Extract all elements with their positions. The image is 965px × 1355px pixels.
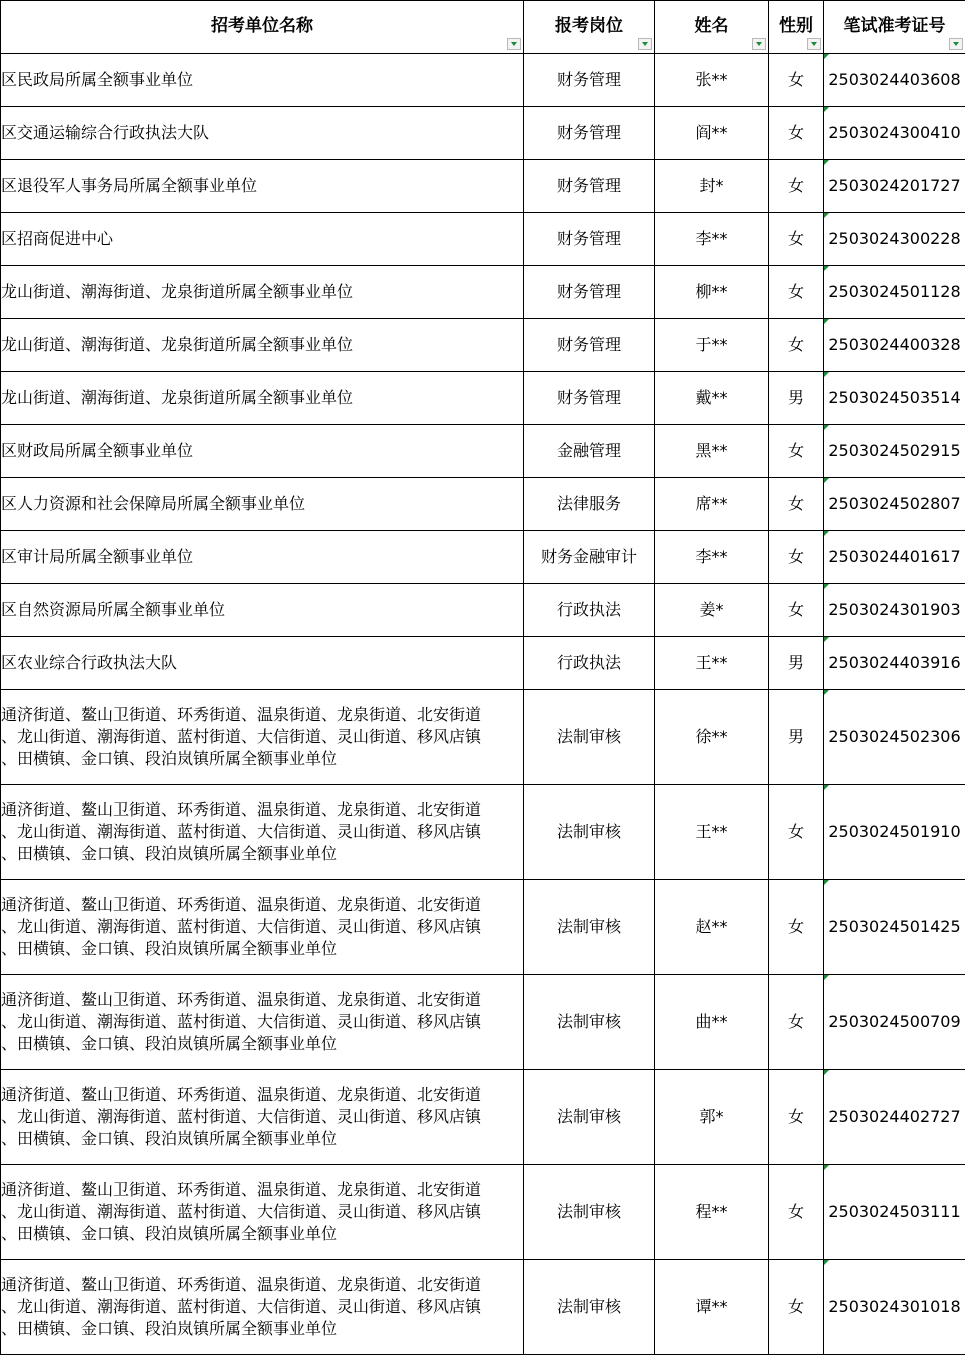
cell-post[interactable]: 法制审核 bbox=[524, 975, 655, 1070]
cell-gender[interactable]: 女 bbox=[769, 107, 824, 160]
cell-name[interactable]: 张** bbox=[655, 54, 769, 107]
table-row bbox=[1, 107, 965, 160]
cell-unit[interactable] bbox=[1, 1260, 524, 1355]
cell-name[interactable]: 黑** bbox=[655, 425, 769, 478]
header-unit bbox=[1, 1, 524, 54]
cell-unit[interactable]: 区财政局所属全额事业单位 bbox=[1, 425, 524, 478]
header-post bbox=[524, 1, 655, 54]
cell-post[interactable]: 财务管理 bbox=[524, 54, 655, 107]
cell-unit-line: 通济街道、鳌山卫街道、环秀街道、温泉街道、龙泉街道、北安街道 bbox=[1, 800, 482, 819]
cell-post[interactable]: 财务管理 bbox=[524, 107, 655, 160]
cell-unit-line: 通济街道、鳌山卫街道、环秀街道、温泉街道、龙泉街道、北安街道 bbox=[1, 1275, 482, 1294]
cell-unit-line: 、龙山街道、潮海街道、蓝村街道、大信街道、灵山街道、移风店镇 bbox=[1, 822, 482, 841]
cell-unit[interactable]: 区退役军人事务局所属全额事业单位 bbox=[1, 160, 524, 213]
cell-unit[interactable] bbox=[1, 690, 524, 785]
cell-unit-line: 、田横镇、金口镇、段泊岚镇所属全额事业单位 bbox=[1, 1034, 338, 1053]
cell-unit-line: 、田横镇、金口镇、段泊岚镇所属全额事业单位 bbox=[1, 844, 338, 863]
cell-unit-line: 、田横镇、金口镇、段泊岚镇所属全额事业单位 bbox=[1, 1224, 338, 1243]
cell-gender[interactable]: 男 bbox=[769, 372, 824, 425]
cell-unit-line: 通济街道、鳌山卫街道、环秀街道、温泉街道、龙泉街道、北安街道 bbox=[1, 1180, 482, 1199]
cell-unit[interactable]: 区农业综合行政执法大队 bbox=[1, 637, 524, 690]
cell-name[interactable]: 徐** bbox=[655, 690, 769, 785]
cell-ticket[interactable]: 2503024501128 bbox=[824, 266, 965, 319]
cell-post[interactable]: 法制审核 bbox=[524, 690, 655, 785]
cell-ticket[interactable]: 2503024403608 bbox=[824, 54, 965, 107]
cell-ticket[interactable]: 2503024501910 bbox=[824, 785, 965, 880]
cell-gender[interactable]: 女 bbox=[769, 975, 824, 1070]
cell-unit[interactable] bbox=[1, 1165, 524, 1260]
table-row bbox=[1, 690, 965, 785]
cell-gender[interactable]: 女 bbox=[769, 1165, 824, 1260]
cell-unit-line: 通济街道、鳌山卫街道、环秀街道、温泉街道、龙泉街道、北安街道 bbox=[1, 1085, 482, 1104]
header-unit-label: 招考单位名称 bbox=[211, 16, 313, 36]
filter-dropdown-icon[interactable] bbox=[807, 38, 821, 50]
cell-unit[interactable] bbox=[1, 975, 524, 1070]
cell-name[interactable]: 李** bbox=[655, 213, 769, 266]
cell-unit-line: 、田横镇、金口镇、段泊岚镇所属全额事业单位 bbox=[1, 1129, 338, 1148]
cell-name[interactable]: 王** bbox=[655, 785, 769, 880]
cell-post[interactable]: 财务管理 bbox=[524, 213, 655, 266]
cell-gender[interactable]: 女 bbox=[769, 584, 824, 637]
cell-unit[interactable]: 龙山街道、潮海街道、龙泉街道所属全额事业单位 bbox=[1, 372, 524, 425]
table-row bbox=[1, 213, 965, 266]
table-row bbox=[1, 54, 965, 107]
cell-post[interactable]: 法制审核 bbox=[524, 880, 655, 975]
header-ticket-label: 笔试准考证号 bbox=[843, 16, 946, 36]
cell-name[interactable]: 于** bbox=[655, 319, 769, 372]
cell-name[interactable]: 封* bbox=[655, 160, 769, 213]
table-row bbox=[1, 1260, 965, 1355]
cell-name[interactable]: 郭* bbox=[655, 1070, 769, 1165]
cell-ticket[interactable]: 2503024503514 bbox=[824, 372, 965, 425]
cell-unit-line: 、龙山街道、潮海街道、蓝村街道、大信街道、灵山街道、移风店镇 bbox=[1, 727, 482, 746]
cell-unit-line: 、龙山街道、潮海街道、蓝村街道、大信街道、灵山街道、移风店镇 bbox=[1, 917, 482, 936]
cell-gender[interactable]: 女 bbox=[769, 1070, 824, 1165]
cell-unit-line: 通济街道、鳌山卫街道、环秀街道、温泉街道、龙泉街道、北安街道 bbox=[1, 895, 482, 914]
cell-name[interactable]: 戴** bbox=[655, 372, 769, 425]
table-row bbox=[1, 880, 965, 975]
cell-name[interactable]: 赵** bbox=[655, 880, 769, 975]
cell-unit[interactable]: 龙山街道、潮海街道、龙泉街道所属全额事业单位 bbox=[1, 319, 524, 372]
cell-ticket[interactable]: 2503024403916 bbox=[824, 637, 965, 690]
cell-ticket[interactable]: 2503024400328 bbox=[824, 319, 965, 372]
cell-unit-line: 、龙山街道、潮海街道、蓝村街道、大信街道、灵山街道、移风店镇 bbox=[1, 1012, 482, 1031]
cell-name[interactable]: 谭** bbox=[655, 1260, 769, 1355]
cell-ticket[interactable]: 2503024502306 bbox=[824, 690, 965, 785]
cell-unit[interactable] bbox=[1, 880, 524, 975]
cell-name[interactable]: 李** bbox=[655, 531, 769, 584]
cell-name[interactable]: 曲** bbox=[655, 975, 769, 1070]
cell-unit[interactable]: 区民政局所属全额事业单位 bbox=[1, 54, 524, 107]
table-row bbox=[1, 975, 965, 1070]
cell-unit-line: 、龙山街道、潮海街道、蓝村街道、大信街道、灵山街道、移风店镇 bbox=[1, 1107, 482, 1126]
filter-dropdown-icon[interactable] bbox=[949, 38, 963, 50]
cell-unit-line: 、田横镇、金口镇、段泊岚镇所属全额事业单位 bbox=[1, 1319, 338, 1338]
cell-unit[interactable]: 区交通运输综合行政执法大队 bbox=[1, 107, 524, 160]
cell-gender[interactable]: 女 bbox=[769, 425, 824, 478]
cell-gender[interactable]: 女 bbox=[769, 785, 824, 880]
cell-unit-line: 、龙山街道、潮海街道、蓝村街道、大信街道、灵山街道、移风店镇 bbox=[1, 1297, 482, 1316]
table-row bbox=[1, 478, 965, 531]
cell-post[interactable]: 法制审核 bbox=[524, 1165, 655, 1260]
cell-gender[interactable]: 女 bbox=[769, 160, 824, 213]
cell-post[interactable]: 法制审核 bbox=[524, 785, 655, 880]
cell-post[interactable]: 财务管理 bbox=[524, 319, 655, 372]
cell-ticket[interactable]: 2503024402727 bbox=[824, 1070, 965, 1165]
cell-unit[interactable]: 龙山街道、潮海街道、龙泉街道所属全额事业单位 bbox=[1, 266, 524, 319]
header-gender-label: 性别 bbox=[779, 16, 813, 36]
cell-unit-line: 、龙山街道、潮海街道、蓝村街道、大信街道、灵山街道、移风店镇 bbox=[1, 1202, 482, 1221]
cell-post[interactable]: 财务管理 bbox=[524, 160, 655, 213]
cell-post[interactable]: 行政执法 bbox=[524, 584, 655, 637]
table-row bbox=[1, 266, 965, 319]
table-row bbox=[1, 584, 965, 637]
cell-unit[interactable]: 区人力资源和社会保障局所属全额事业单位 bbox=[1, 478, 524, 531]
cell-name[interactable]: 柳** bbox=[655, 266, 769, 319]
cell-ticket[interactable]: 2503024503111 bbox=[824, 1165, 965, 1260]
cell-ticket[interactable]: 2503024401617 bbox=[824, 531, 965, 584]
cell-name[interactable]: 席** bbox=[655, 478, 769, 531]
cell-gender[interactable]: 女 bbox=[769, 266, 824, 319]
cell-gender[interactable]: 女 bbox=[769, 880, 824, 975]
header-ticket bbox=[824, 1, 965, 54]
table-row bbox=[1, 372, 965, 425]
header-name bbox=[655, 1, 769, 54]
filter-dropdown-icon[interactable] bbox=[752, 38, 766, 50]
cell-gender[interactable]: 男 bbox=[769, 637, 824, 690]
filter-dropdown-icon[interactable] bbox=[507, 38, 521, 50]
cell-gender[interactable]: 女 bbox=[769, 531, 824, 584]
cell-gender[interactable]: 女 bbox=[769, 478, 824, 531]
cell-post[interactable]: 金融管理 bbox=[524, 425, 655, 478]
cell-name[interactable]: 阎** bbox=[655, 107, 769, 160]
table-row bbox=[1, 425, 965, 478]
header-row bbox=[1, 1, 965, 54]
cell-unit-line: 、田横镇、金口镇、段泊岚镇所属全额事业单位 bbox=[1, 939, 338, 958]
cell-post[interactable]: 财务管理 bbox=[524, 266, 655, 319]
cell-post[interactable]: 法制审核 bbox=[524, 1260, 655, 1355]
cell-unit-line: 、田横镇、金口镇、段泊岚镇所属全额事业单位 bbox=[1, 749, 338, 768]
cell-name[interactable]: 程** bbox=[655, 1165, 769, 1260]
cell-name[interactable]: 王** bbox=[655, 637, 769, 690]
cell-gender[interactable]: 女 bbox=[769, 1260, 824, 1355]
cell-ticket[interactable]: 2503024201727 bbox=[824, 160, 965, 213]
table-row bbox=[1, 1165, 965, 1260]
cell-unit[interactable]: 区审计局所属全额事业单位 bbox=[1, 531, 524, 584]
cell-ticket[interactable]: 2503024300228 bbox=[824, 213, 965, 266]
cell-unit[interactable]: 区自然资源局所属全额事业单位 bbox=[1, 584, 524, 637]
cell-ticket[interactable]: 2503024501425 bbox=[824, 880, 965, 975]
cell-ticket[interactable]: 2503024300410 bbox=[824, 107, 965, 160]
cell-gender[interactable]: 女 bbox=[769, 213, 824, 266]
table-row bbox=[1, 637, 965, 690]
cell-unit[interactable]: 区招商促进中心 bbox=[1, 213, 524, 266]
cell-ticket[interactable]: 2503024502807 bbox=[824, 478, 965, 531]
cell-ticket[interactable]: 2503024500709 bbox=[824, 975, 965, 1070]
cell-ticket[interactable]: 2503024301903 bbox=[824, 584, 965, 637]
cell-unit-line: 通济街道、鳌山卫街道、环秀街道、温泉街道、龙泉街道、北安街道 bbox=[1, 705, 482, 724]
filter-dropdown-icon[interactable] bbox=[638, 38, 652, 50]
header-gender bbox=[769, 1, 824, 54]
cell-name[interactable]: 姜* bbox=[655, 584, 769, 637]
cell-post[interactable]: 财务管理 bbox=[524, 372, 655, 425]
table-row bbox=[1, 1070, 965, 1165]
table-row bbox=[1, 531, 965, 584]
header-post-label: 报考岗位 bbox=[555, 16, 623, 36]
table-row bbox=[1, 160, 965, 213]
cell-ticket[interactable]: 2503024502915 bbox=[824, 425, 965, 478]
cell-post[interactable]: 财务金融审计 bbox=[524, 531, 655, 584]
table-row bbox=[1, 319, 965, 372]
table-row bbox=[1, 785, 965, 880]
cell-unit[interactable] bbox=[1, 1070, 524, 1165]
cell-unit-line: 通济街道、鳌山卫街道、环秀街道、温泉街道、龙泉街道、北安街道 bbox=[1, 990, 482, 1009]
cell-gender[interactable]: 女 bbox=[769, 319, 824, 372]
cell-gender[interactable]: 女 bbox=[769, 54, 824, 107]
cell-post[interactable]: 法制审核 bbox=[524, 1070, 655, 1165]
cell-post[interactable]: 行政执法 bbox=[524, 637, 655, 690]
cell-gender[interactable]: 男 bbox=[769, 690, 824, 785]
cell-post[interactable]: 法律服务 bbox=[524, 478, 655, 531]
cell-ticket[interactable]: 2503024301018 bbox=[824, 1260, 965, 1355]
cell-unit[interactable] bbox=[1, 785, 524, 880]
header-name-label: 姓名 bbox=[694, 16, 729, 36]
